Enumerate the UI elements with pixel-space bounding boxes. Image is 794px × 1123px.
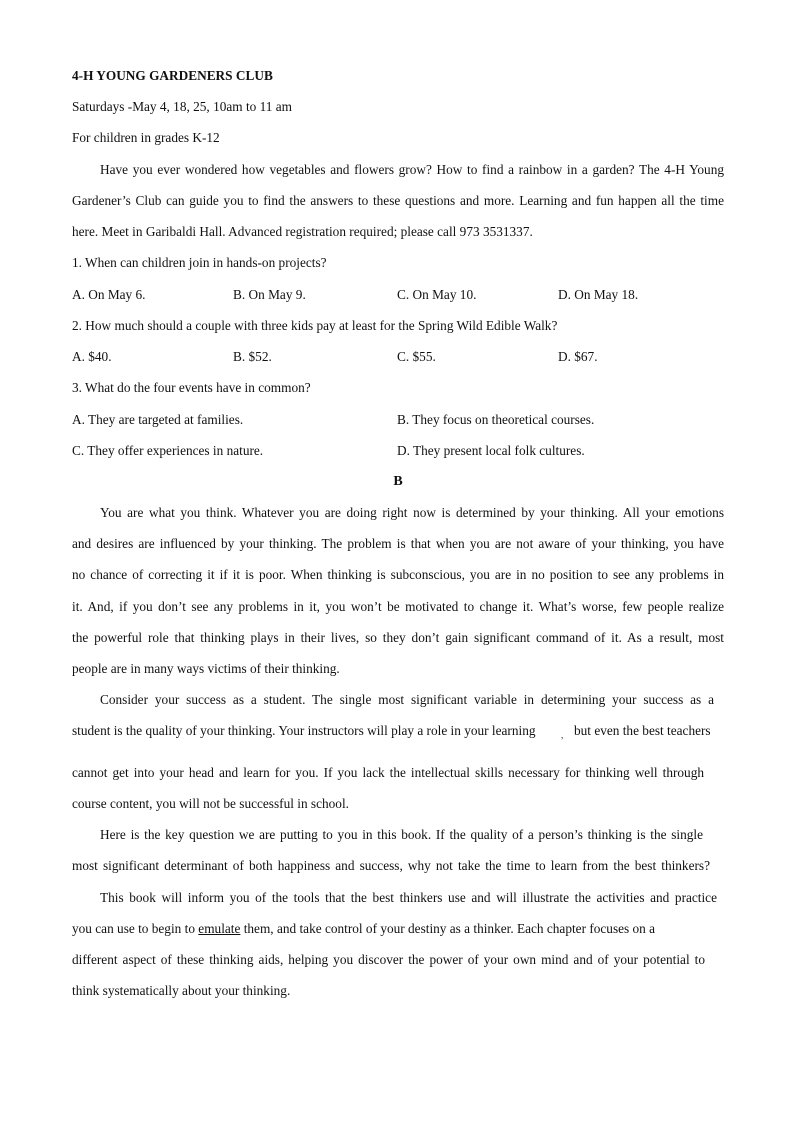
question-3-option-a[interactable]: A. They are targeted at families. [72,412,244,427]
stray-comma-mark: , [561,730,564,740]
question-1-text: 1. When can children join in hands-on projects? [72,255,327,270]
question-3-option-b[interactable]: B. They focus on theoretical courses. [397,412,595,427]
section-b-heading: B [393,474,403,489]
question-3-text: 3. What do the four events have in common? [72,380,311,395]
passage-line: no chance of correcting it if it is poor. When thinking is subconscious, you are in no position to see any problems in [72,567,724,582]
passage-line: people are in many ways victims of their thinking. [72,661,340,676]
passage-line: it. And, if you don’t see any problems in it, you won’t be motivated to change it. What’s worse, few people realize [72,599,724,614]
event-schedule: Saturdays -May 4, 18, 25, 10am to 11 am [72,99,292,114]
question-1-option-a[interactable]: A. On May 6. [72,287,146,302]
question-1-option-d[interactable]: D. On May 18. [558,287,639,302]
question-3-option-d[interactable]: D. They present local folk cultures. [397,443,585,458]
passage-line: most significant determinant of both happiness and success, why not take the time to learn from the best thinkers? [72,858,710,873]
question-3-option-c[interactable]: C. They offer experiences in nature. [72,443,264,458]
underlined-word-emulate: emulate [198,921,241,936]
passage-line: you can use to begin to emulate them, and take control of your destiny as a thinker. Each chapter focuses on a [72,921,656,936]
event-description-line: here. Meet in Garibaldi Hall. Advanced registration required; please call 973 3531337. [72,224,533,239]
passage-line: Here is the key question we are putting to you in this book. If the quality of a person’s thinking is the single [100,827,703,842]
passage-line: and desires are influenced by your thinking. The problem is that when you are not aware of your thinking, you have [72,536,724,551]
question-2-option-d[interactable]: D. $67. [558,349,598,364]
passage-line: Consider your success as a student. The single most significant variable in determining your success as a [100,692,714,707]
event-audience: For children in grades K-12 [72,130,220,145]
event-title: 4-H YOUNG GARDENERS CLUB [72,68,273,83]
passage-line: cannot get into your head and learn for you. If you lack the intellectual skills necessary for thinking well through [72,765,704,780]
event-description-line: Have you ever wondered how vegetables and flowers grow? How to find a rainbow in a garden? The 4-H Young [100,162,724,177]
passage-line: the powerful role that thinking plays in their lives, so they don’t gain significant command of it. As a result, most [72,630,724,645]
question-2-option-b[interactable]: B. $52. [233,349,272,364]
passage-line: course content, you will not be successful in school. [72,796,349,811]
question-1-option-c[interactable]: C. On May 10. [397,287,477,302]
question-2-option-a[interactable]: A. $40. [72,349,112,364]
passage-line: different aspect of these thinking aids, helping you discover the power of your own mind and of your potential to [72,952,705,967]
passage-line: but even the best teachers [574,723,711,738]
passage-line: student is the quality of your thinking. Your instructors will play a role in your learning [72,723,536,738]
passage-line: think systematically about your thinking. [72,983,291,998]
question-1-option-b[interactable]: B. On May 9. [233,287,306,302]
event-description-line: Gardener’s Club can guide you to find the answers to these questions and more. Learning and fun happen all the time [72,193,724,208]
question-2-text: 2. How much should a couple with three kids pay at least for the Spring Wild Edible Walk? [72,318,558,333]
passage-line: You are what you think. Whatever you are doing right now is determined by your thinking. All your emotions [100,505,724,520]
passage-line: This book will inform you of the tools that the best thinkers use and will illustrate the activities and practice [100,890,717,905]
question-2-option-c[interactable]: C. $55. [397,349,436,364]
